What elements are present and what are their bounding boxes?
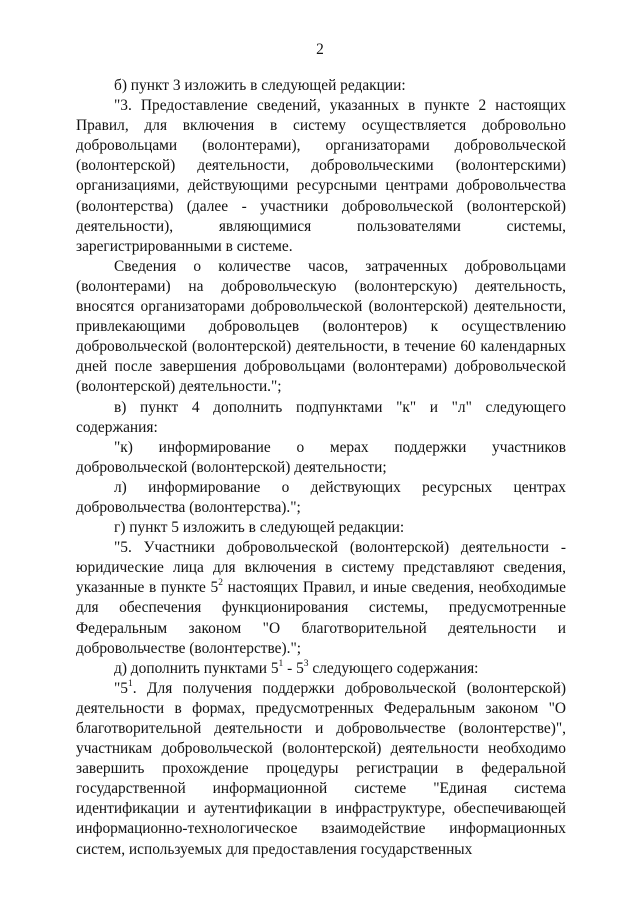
page-number: 2 [316,41,324,58]
paragraph-amend-item-3: б) пункт 3 изложить в следующей редакции: [114,77,406,94]
paragraph-hours-info: Сведения о количестве часов, затраченных добровольцами (волонтерами) на добровольческую (волонтерскую) деятельность, вносятся организаторами добровольческой (волонтерской) деятельности, привлекающими добровольцев (волонтеров) к осуществлению добровольческой (волонтерской) деятельности, в течение 60 календарных дней после завершения добровольцами (волонтерами) добровольческой (волонтерской) деятельности."; [76,257,566,396]
paragraph-subitem-k: "к) информирование о мерах поддержки участников добровольческой (волонтерской) деятельности; [76,438,566,476]
paragraph-item-5-1-text [76,679,566,860]
superscript: 1 [127,678,133,689]
paragraph-subitem-l: л) информирование о действующих ресурсных центрах добровольчества (волонтерства)."; [76,478,566,516]
superscript: 2 [218,578,223,589]
paragraph-add-items-part-3: следующего содержания: [308,659,479,677]
paragraph-item-5-text-part-2: настоящих Правил, и иные сведения, необходимые для обеспечения функционирования системы, предусмотренные Федеральным законом "О благотворительной деятельности и добровольчестве (волонтерстве)."; [76,579,566,657]
paragraph-amend-item-4: в) пункт 4 дополнить подпунктами "к" и "л" следующего содержания: [76,398,566,436]
paragraph-add-items-part-2: - 5 [283,659,304,677]
superscript: 1 [278,658,284,669]
paragraph-add-items-part-1: д) дополнить пунктами 5 [114,659,279,677]
paragraph-item-5-text [76,538,566,659]
paragraph-item-3-text: "3. Предоставление сведений, указанных в пункте 2 настоящих Правил, для включения в систему осуществляется добровольно добровольцами (волонтерами), организаторами добровольческой (волонтерской) деятельности, добровольческими (волонтерскими) организациями, действующими ресурсными центрами добровольчества (волонтерства) (далее - участники добровольческой (волонтерской) деятельности), являющимися пользователями системы, зарегистрированными в системе. [76,97,566,255]
paragraph-item-5-text-part-1: "5. Участники добровольческой (волонтерской) деятельности - юридические лица для включения в систему представляют сведения, указанные в пункте 5 [76,539,566,597]
document-body [76,76,566,860]
superscript: 3 [303,658,309,669]
paragraph-add-items [76,659,566,679]
paragraph-item-5-1-part-2: . Для получения поддержки добровольческой (волонтерской) деятельности в формах, предусмотренных Федеральным законом "О благотворительной деятельности и добровольчестве (волонтерстве)", участникам добровольческой (волонтерской) деятельности необходимо завершить прохождение процедуры регистрации в федеральной государственной информационной системе "Единая система идентификации и аутентификации в инфраструктуре, обеспечивающей информационно-технологическое взаимодействие информационных систем, используемых для предоставления государственных [76,679,566,858]
paragraph-item-5-1-part-1: "5 [114,679,128,697]
paragraph-amend-item-5: г) пункт 5 изложить в следующей редакции: [114,519,405,537]
